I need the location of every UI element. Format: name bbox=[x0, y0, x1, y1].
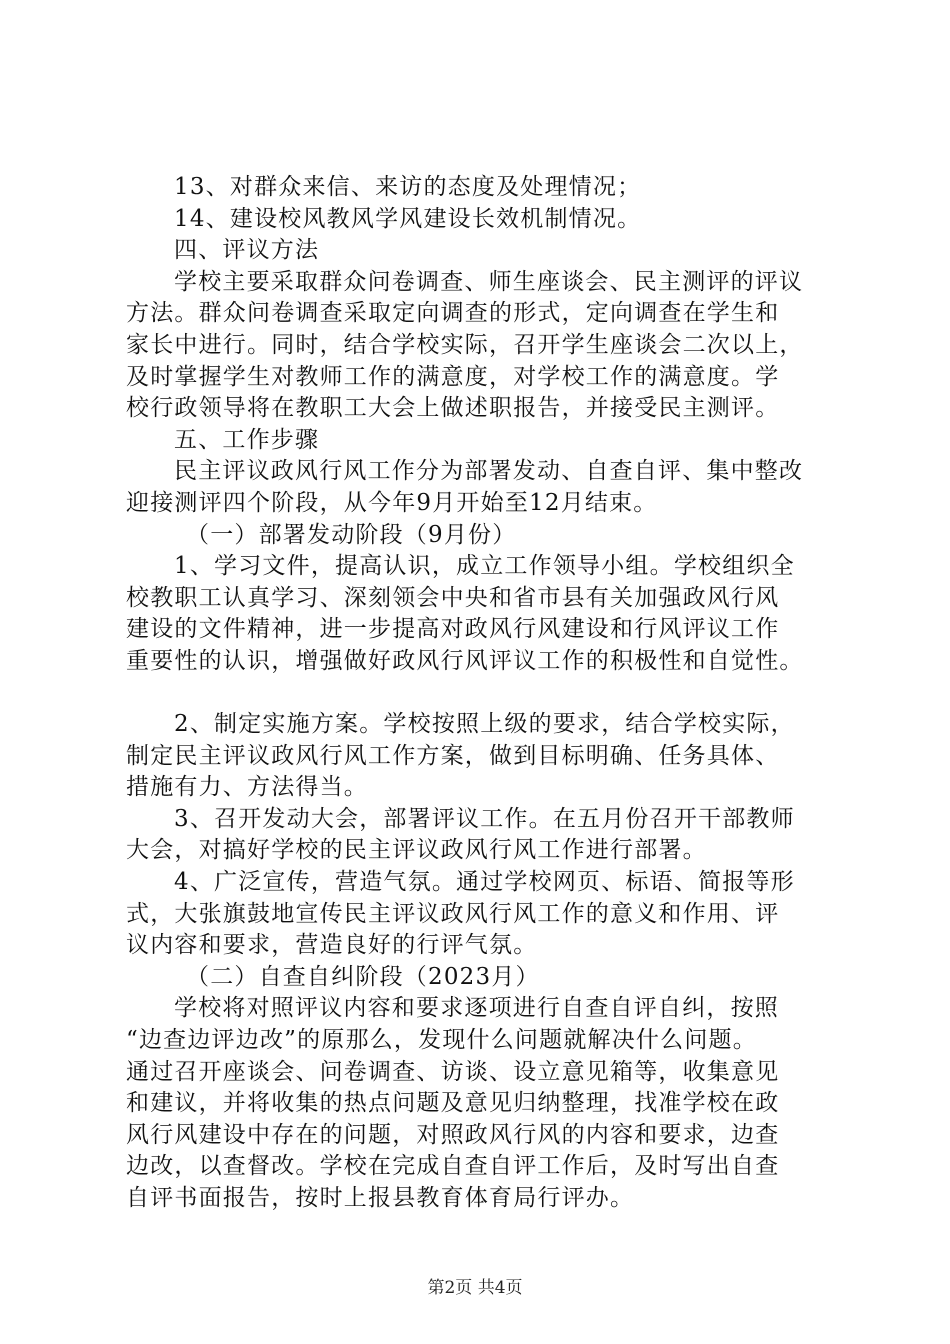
paragraph-line: 民主评议政风行风工作分为部署发动、自查自评、集中整改 bbox=[174, 458, 804, 485]
paragraph-line: 制定民主评议政风行风工作方案，做到目标明确、任务具体、 bbox=[126, 742, 780, 769]
paragraph-line: 家长中进行。同时，结合学校实际，召开学生座谈会二次以上， bbox=[126, 331, 804, 358]
paragraph-line: 迎接测评四个阶段，从今年9月开始至12月结束。 bbox=[126, 489, 658, 516]
paragraph-line: 3、召开发动大会，部署评议工作。在五月份召开干部教师 bbox=[174, 805, 795, 832]
paragraph-line: 重要性的认识，增强做好政风行风评议工作的积极性和自觉性。 bbox=[126, 647, 804, 674]
paragraph-line: 式，大张旗鼓地宣传民主评议政风行风工作的意义和作用、评 bbox=[126, 900, 780, 927]
list-item-14: 14、建设校风教风学风建设长效机制情况。 bbox=[174, 205, 642, 232]
paragraph-line: 学校将对照评议内容和要求逐项进行自查自评自纠，按照 bbox=[174, 995, 779, 1022]
paragraph-line: 校教职工认真学习、深刻领会中央和省市县有关加强政风行风 bbox=[126, 584, 780, 611]
paragraph-line: 通过召开座谈会、问卷调查、访谈、设立意见箱等，收集意见 bbox=[126, 1058, 780, 1085]
paragraph-line: 1、学习文件，提高认识，成立工作领导小组。学校组织全 bbox=[174, 553, 795, 580]
paragraph-line: “边查边评边改”的原那么，发现什么问题就解决什么问题。 bbox=[126, 1027, 757, 1054]
paragraph-line: 自评书面报告，按时上报县教育体育局行评办。 bbox=[126, 1185, 635, 1211]
section-heading-evaluation-method: 四、评议方法 bbox=[174, 237, 320, 264]
paragraph-line: 及时掌握学生对教师工作的满意度，对学校工作的满意度。学 bbox=[126, 363, 780, 390]
blank-line bbox=[126, 678, 848, 710]
paragraph-line: 边改，以查督改。学校在完成自查自评工作后，及时写出自查 bbox=[126, 1153, 780, 1180]
paragraph-line: 学校主要采取群众问卷调查、师生座谈会、民主测评的评议 bbox=[174, 268, 804, 295]
paragraph-line: 方法。群众问卷调查采取定向调查的形式，定向调查在学生和 bbox=[126, 300, 780, 327]
page-number-footer: 第2页 共4页 bbox=[427, 1278, 523, 1298]
list-item-13: 13、对群众来信、来访的态度及处理情况； bbox=[174, 174, 642, 200]
subsection-heading-self-check: （二）自查自纠阶段（2023月） bbox=[186, 963, 540, 990]
subsection-heading-mobilization: （一）部署发动阶段（9月份） bbox=[186, 521, 517, 548]
paragraph-line: 建设的文件精神，进一步提高对政风行风建设和行风评议工作 bbox=[126, 616, 780, 643]
paragraph-line: 校行政领导将在教职工大会上做述职报告，并接受民主测评。 bbox=[126, 395, 780, 422]
section-heading-work-steps: 五、工作步骤 bbox=[174, 426, 320, 453]
paragraph-line: 4、广泛宣传，营造气氛。通过学校网页、标语、简报等形 bbox=[174, 869, 795, 896]
paragraph-line: 风行风建设中存在的问题，对照政风行风的内容和要求，边查 bbox=[126, 1121, 780, 1148]
paragraph-line: 措施有力、方法得当。 bbox=[126, 774, 368, 801]
document-body bbox=[126, 172, 848, 1215]
paragraph-line: 大会，对搞好学校的民主评议政风行风工作进行部署。 bbox=[126, 837, 707, 864]
paragraph-line: 和建议，并将收集的热点问题及意见归纳整理，找准学校在政 bbox=[126, 1090, 780, 1117]
paragraph-line: 2、制定实施方案。学校按照上级的要求，结合学校实际， bbox=[174, 711, 795, 738]
paragraph-line: 议内容和要求，营造良好的行评气氛。 bbox=[126, 932, 538, 959]
